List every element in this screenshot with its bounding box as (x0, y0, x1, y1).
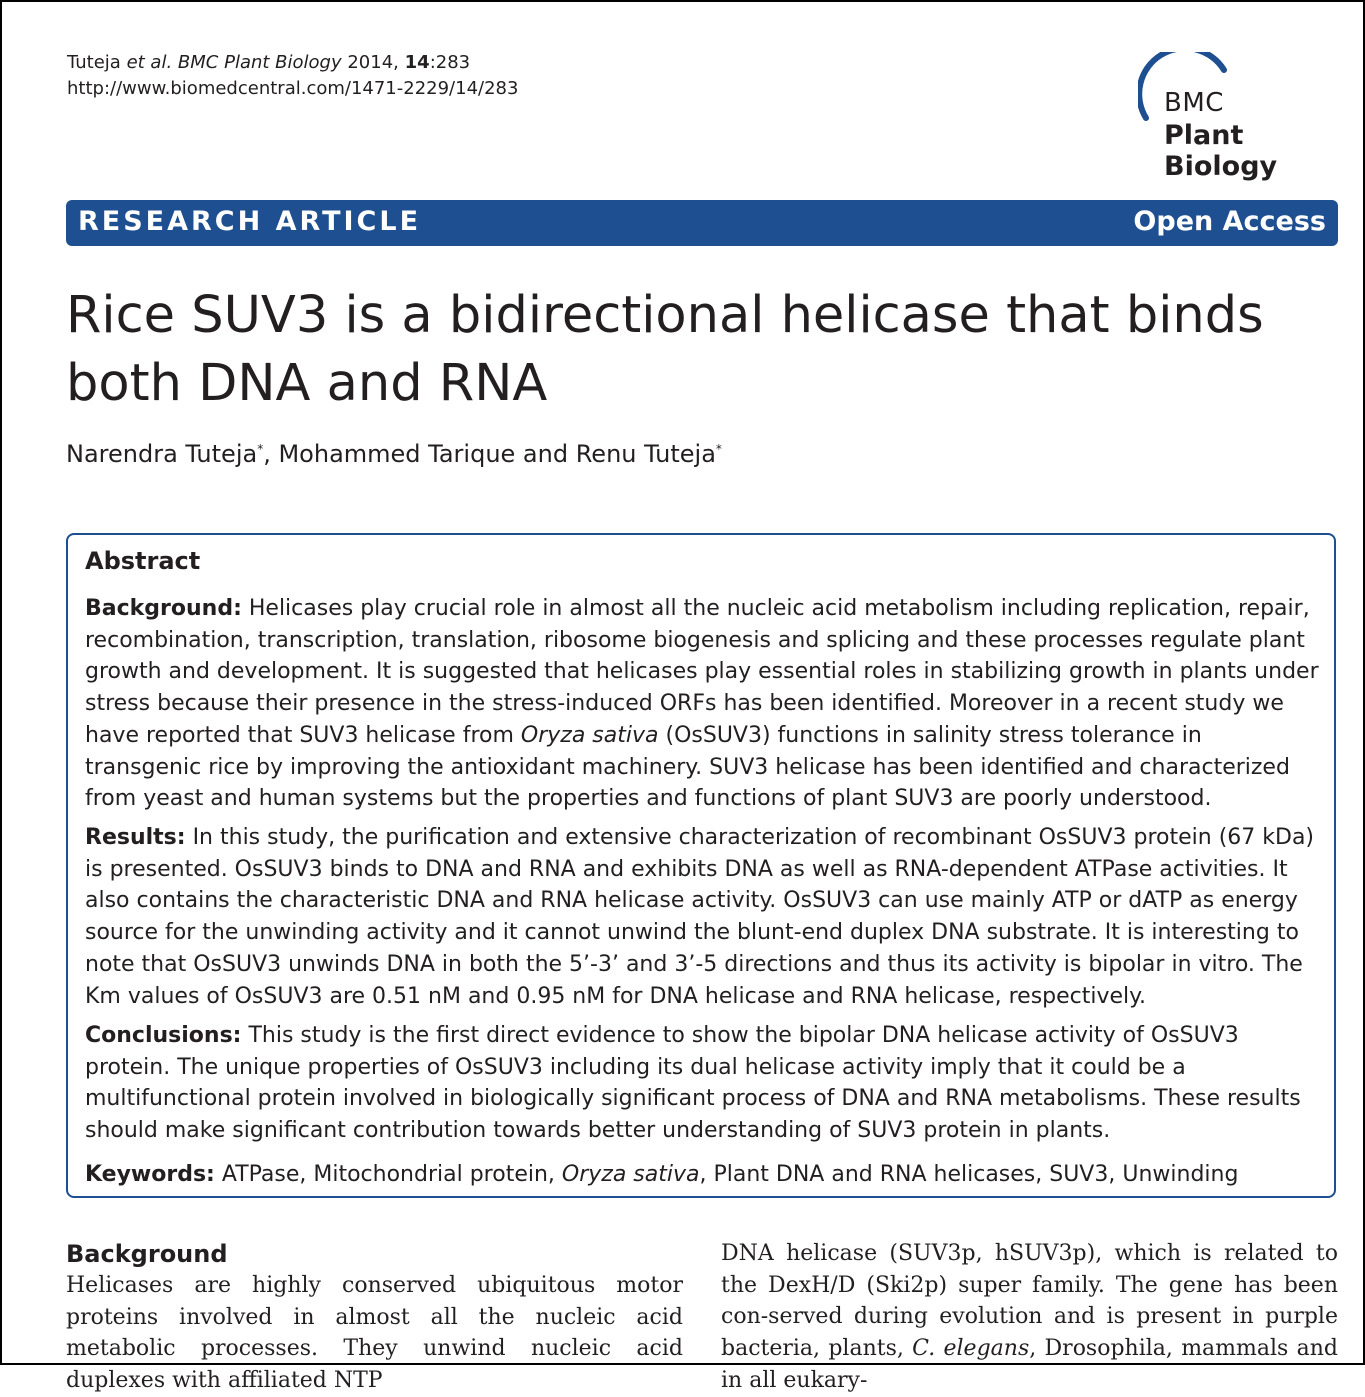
body-column-left (66, 1238, 683, 1397)
background-text: Helicases play crucial role in almost all the nucleic acid metabolism including replication, repair, recombination, transcription, translation, ribosome biogenesis and splicing and these processes regulate plant growth and development. It is suggested that helicases play essential roles in stabilizing growth in plants under stress because their presence in the stress-induced ORFs has been identified. Moreover in a recent study we have reported that SUV3 helicase from (85, 596, 1319, 748)
abstract-background (85, 593, 1323, 815)
corresponding-mark: * (715, 442, 722, 456)
background-text-2: (OsSUV3) functions in salinity stress tolerance in transgenic rice by improving the antioxidant machinery. SUV3 helicase has been identified and characterized from yeast and human systems but the properties and functions of plant SUV3 are poorly understood. (85, 722, 1290, 812)
logo-bmc: BMC (1164, 88, 1224, 118)
conclusions-text: This study is the first direct evidence to show the bipolar DNA helicase activity of OsSUV3 protein. The unique properties of OsSUV3 including its dual helicase activity imply that it could be a multifunctional protein involved in biologically significant process of DNA and RNA metabolisms. These results should make significant contribution towards better understanding of SUV3 protein in plants. (85, 1023, 1301, 1144)
citation-year: 2014, (347, 52, 399, 73)
abstract-conclusions (85, 1020, 1323, 1147)
body-species: C. elegans (912, 1336, 1030, 1362)
author-1: Narendra Tuteja (66, 440, 258, 468)
article-title: Rice SUV3 is a bidirectional helicase that binds both DNA and RNA (66, 286, 1264, 413)
section-heading-background: Background (66, 1240, 228, 1268)
background-label: Background: (85, 596, 242, 621)
citation-line (67, 50, 518, 76)
author-list (66, 440, 722, 468)
abstract-box (66, 533, 1336, 1198)
body-paragraph-right: DNA helicase (SUV3p, hSUV3p), which is related to the DexH/D (Ski2p) super family. The gene has been con-served during evolution and is present in purple bacteria, plants, (721, 1241, 1338, 1362)
citation-journal: BMC Plant Biology (177, 52, 342, 73)
keywords-text-2: , Plant DNA and RNA helicases, SUV3, Unwinding (699, 1162, 1239, 1187)
keywords-label: Keywords: (85, 1162, 215, 1187)
article-type-banner (66, 200, 1338, 246)
bmc-logo (1138, 52, 1343, 182)
background-species: Oryza sativa (520, 722, 659, 748)
corresponding-mark: * (257, 442, 264, 456)
citation-url[interactable]: http://www.biomedcentral.com/1471-2229/14/283 (67, 78, 519, 99)
results-label: Results: (85, 825, 186, 850)
citation-article: :283 (429, 52, 471, 73)
conclusions-label: Conclusions: (85, 1023, 242, 1048)
citation-volume: 14 (404, 52, 430, 73)
results-text: In this study, the purification and extensive characterization of recombinant OsSUV3 protein (67 kDa) is presented. OsSUV3 binds to DNA and RNA and exhibits DNA as well as RNA-dependent ATPase activities. It also contains the characteristic DNA and RNA helicase activity. OsSUV3 can use mainly ATP or dATP as energy source for the unwinding activity and it cannot unwind the blunt-end duplex DNA substrate. It is interesting to note that OsSUV3 unwinds DNA in both the 5’-3’ and 3’-5 directions and thus its activity is bipolar in vitro. The Km values of OsSUV3 are 0.51 nM and 0.95 nM for DNA helicase and RNA helicase, respectively. (85, 825, 1315, 1009)
citation-authors: Tuteja (67, 52, 121, 73)
abstract-heading: Abstract (85, 547, 201, 575)
citation-etal: et al. (126, 52, 173, 73)
logo-journal: Plant Biology (1164, 120, 1278, 182)
body-paragraph-right-2: , Drosophila, mammals and in all eukary- (721, 1336, 1339, 1393)
author-others: , Mohammed Tarique and Renu Tuteja (263, 440, 716, 468)
citation-header (67, 50, 518, 102)
body-column-right (721, 1238, 1338, 1397)
article-type-label: RESEARCH ARTICLE (78, 206, 422, 237)
keywords-text: ATPase, Mitochondrial protein, (214, 1162, 562, 1187)
keywords-species: Oryza sativa (561, 1162, 700, 1187)
abstract-keywords (85, 1159, 1323, 1191)
body-paragraph-left: Helicases are highly conserved ubiquitous motor proteins involved in almost all the nucleic acid metabolic processes. They unwind nucleic acid duplexes with affiliated NTP (66, 1273, 683, 1394)
open-access-label: Open Access (1133, 206, 1326, 237)
abstract-results (85, 822, 1323, 1012)
